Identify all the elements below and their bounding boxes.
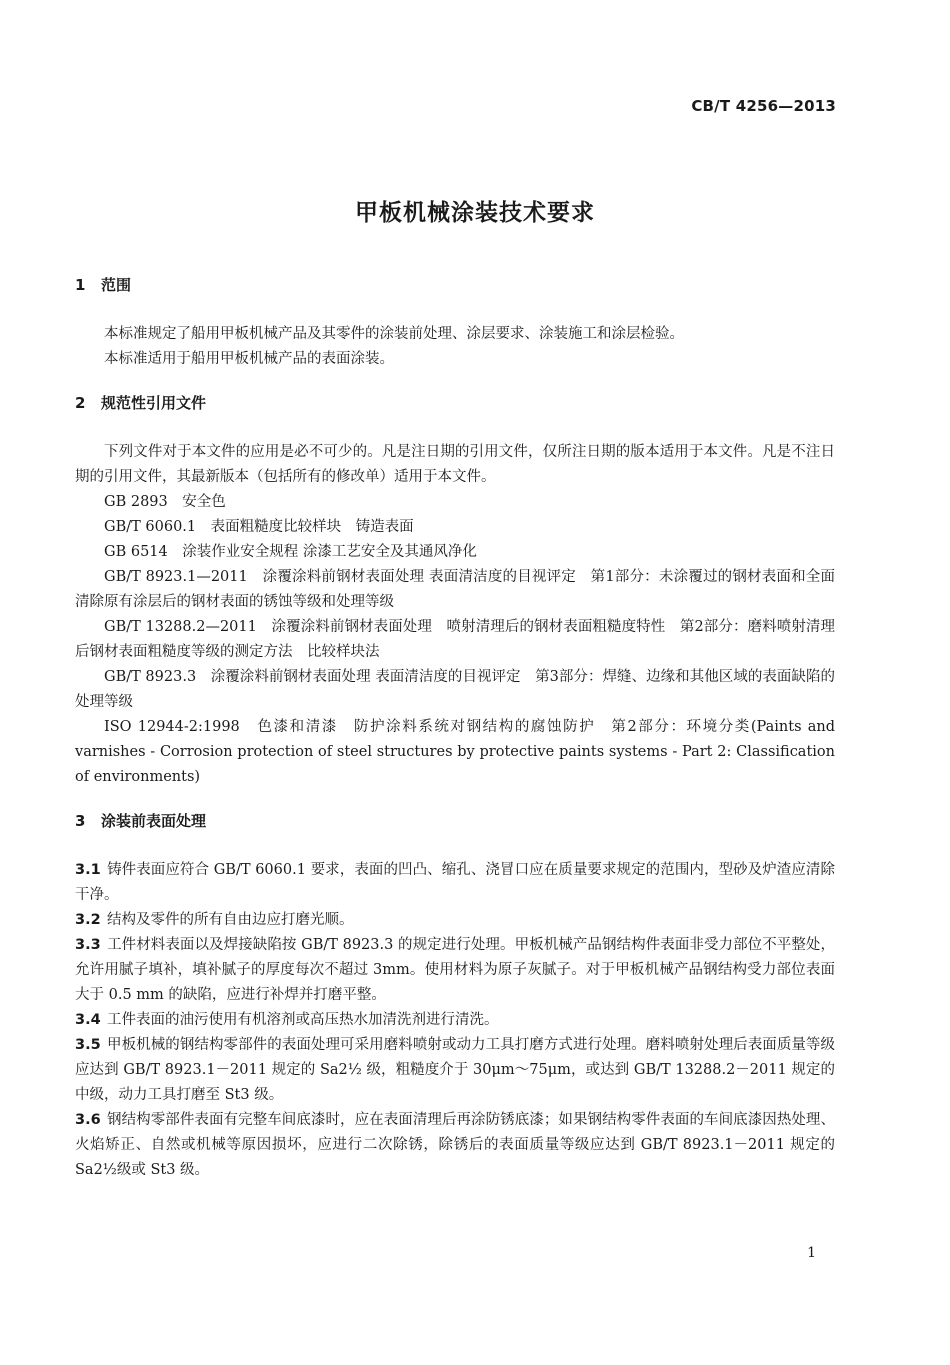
clause-text: 工件表面的油污使用有机溶剂或高压热水加清洗剂进行清洗。 — [107, 1012, 499, 1028]
reference-item: GB/T 8923.1—2011 涂覆涂料前钢材表面处理 表面清洁度的目视评定 第1部分：未涂覆过的钢材表面和全面清除原有涂层后的钢材表面的锈蚀等级和处理等级 — [75, 569, 835, 610]
clause-text: 铸件表面应符合 GB/T 6060.1 要求，表面的凹凸、缩孔、浇冒口应在质量要求规定的范围内，型砂及炉渣应清除干净。 — [75, 862, 835, 903]
standard-code-header: CB/T 4256—2013 — [691, 97, 836, 115]
section-1-heading — [75, 272, 835, 298]
section-1-title: 范围 — [101, 276, 132, 294]
section-3-title: 涂装前表面处理 — [101, 812, 207, 830]
reference-item: ISO 12944-2:1998 色漆和清漆 防护涂料系统对钢结构的腐蚀防护 第2部分：环境分类(Paints and varnishes - Corrosion protection of steel structures by protective paints systems - Part 2: Classification of environments) — [75, 719, 835, 785]
reference-item: GB/T 13288.2—2011 涂覆涂料前钢材表面处理 喷射清理后的钢材表面粗糙度特性 第2部分：磨料喷射清理后钢材表面粗糙度等级的测定方法 比较样块法 — [75, 619, 835, 660]
clause-text: 甲板机械的钢结构零部件的表面处理可采用磨料喷射或动力工具打磨方式进行处理。磨料喷射处理后表面质量等级应达到 GB/T 8923.1－2011 规定的 Sa2½ 级，粗糙度介于 30μm～75μm，或达到 GB/T 13288.2－2011 规定的中级，动力工具打磨至 St3 级。 — [75, 1037, 835, 1103]
section-1-paragraph: 本标准适用于船用甲板机械产品的表面涂装。 — [104, 351, 394, 367]
clause-text: 工件材料表面以及焊接缺陷按 GB/T 8923.3 的规定进行处理。甲板机械产品钢结构件表面非受力部位不平整处，允许用腻子填补，填补腻子的厚度每次不超过 3mm。使用材料为原子灰腻子。对于甲板机械产品钢结构受力部位表面大于 0.5 mm 的缺陷，应进行补焊并打磨平整。 — [75, 937, 835, 1003]
document-title: 甲板机械涂装技术要求 — [355, 200, 595, 226]
section-2-number: 2 — [75, 394, 86, 412]
section-2-heading — [75, 390, 835, 416]
section-1-paragraph: 本标准规定了船用甲板机械产品及其零件的涂装前处理、涂层要求、涂装施工和涂层检验。 — [104, 326, 684, 342]
section-1-number: 1 — [75, 276, 86, 294]
reference-item: GB 6514 涂装作业安全规程 涂漆工艺安全及其通风净化 — [104, 544, 477, 560]
reference-item: GB 2893 安全色 — [104, 494, 226, 510]
clause-number: 3.3 — [75, 937, 101, 953]
clause-3-6 — [75, 1108, 835, 1183]
clause-number: 3.2 — [75, 912, 101, 928]
document-body — [75, 272, 835, 1183]
clause-number: 3.6 — [75, 1112, 101, 1128]
clause-3-5 — [75, 1033, 835, 1108]
clause-number: 3.4 — [75, 1012, 101, 1028]
clause-3-1 — [75, 858, 835, 908]
section-3-number: 3 — [75, 812, 86, 830]
clause-text: 结构及零件的所有自由边应打磨光顺。 — [107, 912, 354, 928]
clause-text: 钢结构零部件表面有完整车间底漆时，应在表面清理后再涂防锈底漆；如果钢结构零件表面的车间底漆因热处理、火焰矫正、自然或机械等原因损坏，应进行二次除锈，除锈后的表面质量等级应达到 GB/T 8923.1－2011 规定的 Sa2½级或 St3 级。 — [75, 1112, 835, 1178]
section-2-intro: 下列文件对于本文件的应用是必不可少的。凡是注日期的引用文件，仅所注日期的版本适用于本文件。凡是不注日期的引用文件，其最新版本（包括所有的修改单）适用于本文件。 — [75, 444, 835, 485]
reference-item: GB/T 8923.3 涂覆涂料前钢材表面处理 表面清洁度的目视评定 第3部分：焊缝、边缘和其他区域的表面缺陷的处理等级 — [75, 669, 835, 710]
clause-number: 3.5 — [75, 1037, 101, 1053]
clause-3-4 — [75, 1008, 835, 1033]
clause-3-3 — [75, 933, 835, 1008]
clause-3-2 — [75, 908, 835, 933]
section-3-heading — [75, 808, 835, 834]
section-2-title: 规范性引用文件 — [101, 394, 207, 412]
page-number: 1 — [807, 1245, 816, 1261]
clause-number: 3.1 — [75, 862, 101, 878]
reference-item: GB/T 6060.1 表面粗糙度比较样块 铸造表面 — [104, 519, 414, 535]
